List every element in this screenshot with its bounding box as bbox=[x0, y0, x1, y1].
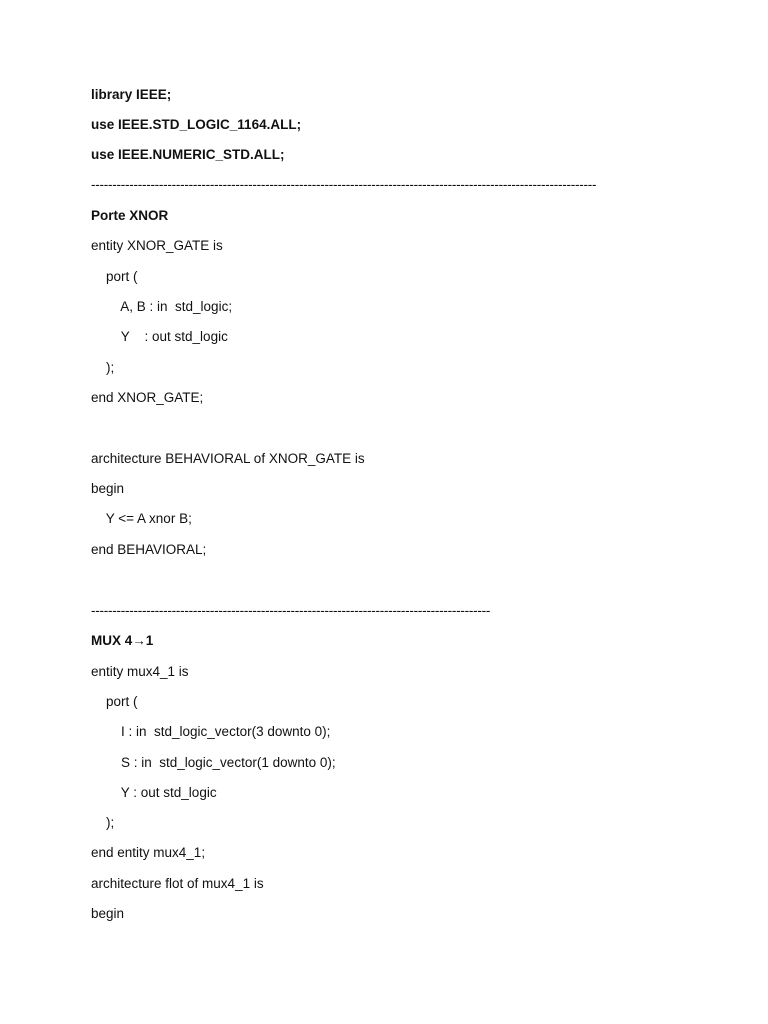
code-line: ); bbox=[91, 360, 115, 375]
code-line: I : in std_logic_vector(3 downto 0); bbox=[91, 724, 331, 739]
code-line: Y : out std_logic bbox=[91, 785, 217, 800]
library-line: library IEEE; bbox=[91, 87, 172, 102]
code-line: S : in std_logic_vector(1 downto 0); bbox=[91, 755, 336, 770]
code-line: begin bbox=[91, 481, 125, 496]
separator-line: ----------------------------------------------------------------------------------------------------------------------- bbox=[91, 177, 597, 192]
code-line: Y <= A xnor B; bbox=[91, 511, 192, 526]
code-line: entity XNOR_GATE is bbox=[91, 238, 223, 253]
code-line: ); bbox=[91, 815, 115, 830]
use-std-logic-line: use IEEE.STD_LOGIC_1164.ALL; bbox=[91, 117, 302, 132]
use-numeric-std-line: use IEEE.NUMERIC_STD.ALL; bbox=[91, 147, 285, 162]
code-line: port ( bbox=[91, 694, 138, 709]
code-line: architecture flot of mux4_1 is bbox=[91, 876, 264, 891]
code-line: end entity mux4_1; bbox=[91, 845, 206, 860]
code-line: architecture BEHAVIORAL of XNOR_GATE is bbox=[91, 451, 365, 466]
code-line: A, B : in std_logic; bbox=[91, 299, 233, 314]
code-line: port ( bbox=[91, 269, 138, 284]
section-title-xnor: Porte XNOR bbox=[91, 208, 169, 223]
separator-line: ---------------------------------------------------------------------------------------------- bbox=[91, 603, 491, 618]
section-title-mux: MUX 4→1 bbox=[91, 633, 154, 648]
code-line: entity mux4_1 is bbox=[91, 664, 189, 679]
code-line: end XNOR_GATE; bbox=[91, 390, 204, 405]
code-line: begin bbox=[91, 906, 125, 921]
code-line: end BEHAVIORAL; bbox=[91, 542, 207, 557]
code-line: Y : out std_logic bbox=[91, 329, 228, 344]
